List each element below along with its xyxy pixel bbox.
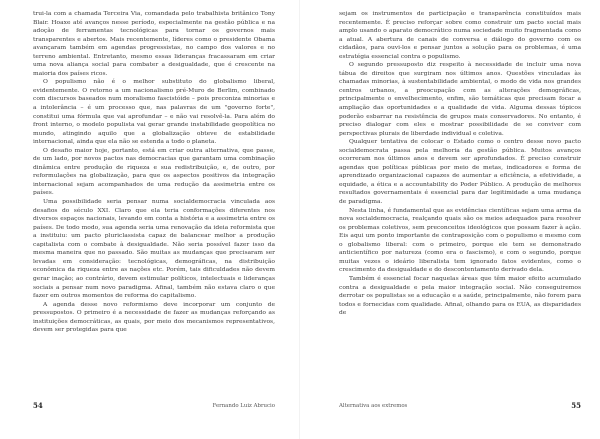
- left-page-text-column: [33, 10, 275, 335]
- paragraph: A agenda desse novo reformismo deve incorporar um conjunto de pressupostos. O primeiro é a necessidade de fazer as mudanças reforçando as instituições democráticas, as quais, por meio dos mecanismos representativos, devem ser protegidas para que: [33, 300, 275, 334]
- paragraph: Uma possibilidade seria pensar numa socialdemocracia vinculada aos desafios do século XXI. Claro que ela teria conformações diferentes nos diversos espaços nacionais, levando em conta a história e a assimetria entre os países. De todo modo, sua agenda seria uma renovação da ideia reformista que a instituiu: um pacto pluriclassista capaz de balancear melhor a produção capitalista com o combate à desigualdade. Não seria possível fazer isso da mesma maneira que no passado. São muitas as mudanças que precisaram ser levadas em consideração: tecnológicas, demográficas, na distribuição econômica da riqueza entre as nações etc. Porém, tais dificuldades não devem gerar inação; ao contrário, devem estimular políticos, intelectuais e lideranças sociais a pensar num novo paradigma. Afinal, também não estava claro o que fazer em outros momentos de reforma do capitalismo.: [33, 198, 275, 300]
- paragraph: Nesta linha, é fundamental que as evidências científicas sejam uma arma da nova socialdemocracia, realçando quais são os meios adequados para resolver os problemas coletivos, sem preconceitos ideológicos que possam fazer à ação. Eis aqui um ponto importante de contraposição com o populismo e mesmo com o globalismo liberal: com o primeiro, porque ele tem se demonstrado anticientífico por natureza (como era o fascismo), e com o segundo, porque muitas vezes o ideário liberalista tem ignorado fatos evidentes, como o crescimento da desigualdade e do descontentamento derivado dela.: [339, 206, 581, 274]
- left-page-footer: [33, 402, 275, 412]
- right-page-text-column: [339, 10, 581, 318]
- page-number: 54: [33, 401, 43, 410]
- right-page: [300, 0, 600, 439]
- paragraph: O segundo pressuposto diz respeito à necessidade de incluir uma nova tábua de direitos que surgiram nos últimos anos. Questões vinculadas às chamadas minorias, à sustentabilidade ambiental, o modo de vida nos grandes centros urbanos, a preocupação com as alterações demográficas, principalmente o envelhecimento, enfim, são temáticas que precisam focar a ampliação das oportunidades e a qualidade de vida. Alguma dessas tópicos poderão esbarrar na resistência de grupos mais conservadores. No entanto, é preciso dialogar com eles e mostrar possibilidade de se conviver com perspectivas plurais de liberdade individual e coletiva.: [339, 61, 581, 137]
- paragraph: Também é essencial focar naquelas áreas que têm maior efeito acumulado contra a desigualdade e pela maior integração social. Não conseguiremos derrotar os populistas se a educação e a saúde, principalmente, não forem para todos e fornecidas com qualidade. Afinal, olhando para os EUA, as disparidades de: [339, 274, 581, 317]
- paragraph: Qualquer tentativa de colocar o Estado como o centro desse novo pacto socialdemocrata passa pela melhoria da gestão pública. Muitos avanços ocorreram nos últimos anos e devem ser aprofundados. É preciso construir agendas que políticas públicas por meio de metas, indicadores e forma de aprendizado organizacional capazes de aumentar a eficiência, a efetividade, a equidade, a ética e a accountability do Poder Público. A produção de melhores resultados governamentais é essencial para dar legitimidade a uma mudança de paradigma.: [339, 138, 581, 206]
- running-title: Alternativa aos extremos: [339, 403, 408, 409]
- paragraph: O populismo não é o melhor substituto do globalismo liberal, evidentemente. O retorno a um nacionalismo pré-Muro de Berlim, combinado com discursos baseados num moralismo fascistóide – pois preconiza minorias e a intolerância – é um processo que, nas palavras de um "governo forte", constitui uma fórmula que vai aprofundar – e não vai resolvê-la. Para além do front interno, o modelo populista vai gerar grande instabilidade geopolítica no mundo, atingindo aquilo que a globalização obteve de estabilidade internacional, ainda que ela não se estenda a todo o planeta.: [33, 78, 275, 146]
- paragraph: O desafio maior hoje, portanto, está em criar outra alternativa, que passe, de um lado, por novos pactos nas democracias que garantam uma combinação dinâmica entre produção de riqueza e sua redistribuição, e, de outro, por reformulações na globalização, para que os aspectos positivos da integração internacional sejam acompanhados de uma redução da assimetria entre os países.: [33, 146, 275, 197]
- running-title: Fernando Luiz Abrucio: [212, 403, 275, 409]
- paragraph: sejam os instrumentos de participação e transparência constituídos mais recentemente. É preciso reforçar sobre como construir um pacto social mais amplo usando o aparato democrático numa sociedade muito fragmentada como a atual. A abertura de canais de conversa e diálogo do governo com os cidadãos, para ouvi-los e pensar juntos a solução para os problemas, é uma estratégia essencial contra o populismo.: [339, 10, 581, 60]
- right-page-footer: [339, 402, 581, 412]
- page-number: 55: [571, 401, 581, 410]
- paragraph: trui-la com a chamada Terceira Via, comandada pelo trabalhista britânico Tony Blair. Hoaxe até avanços nesse período, especialmente na gestão pública e na adoção de ferramentas tecnológicas para tornar os governos mais transparentes e abertos. Mais recentemente, líderes como o presidente Obama avançaram também em agendas progressistas, no campo dos valores e no terreno ambiental. Entretanto, mesmo essas lideranças fracassaram em criar uma nova aliança social para combater a desigualdade, que é crescente na maioria dos países ricos.: [33, 10, 275, 77]
